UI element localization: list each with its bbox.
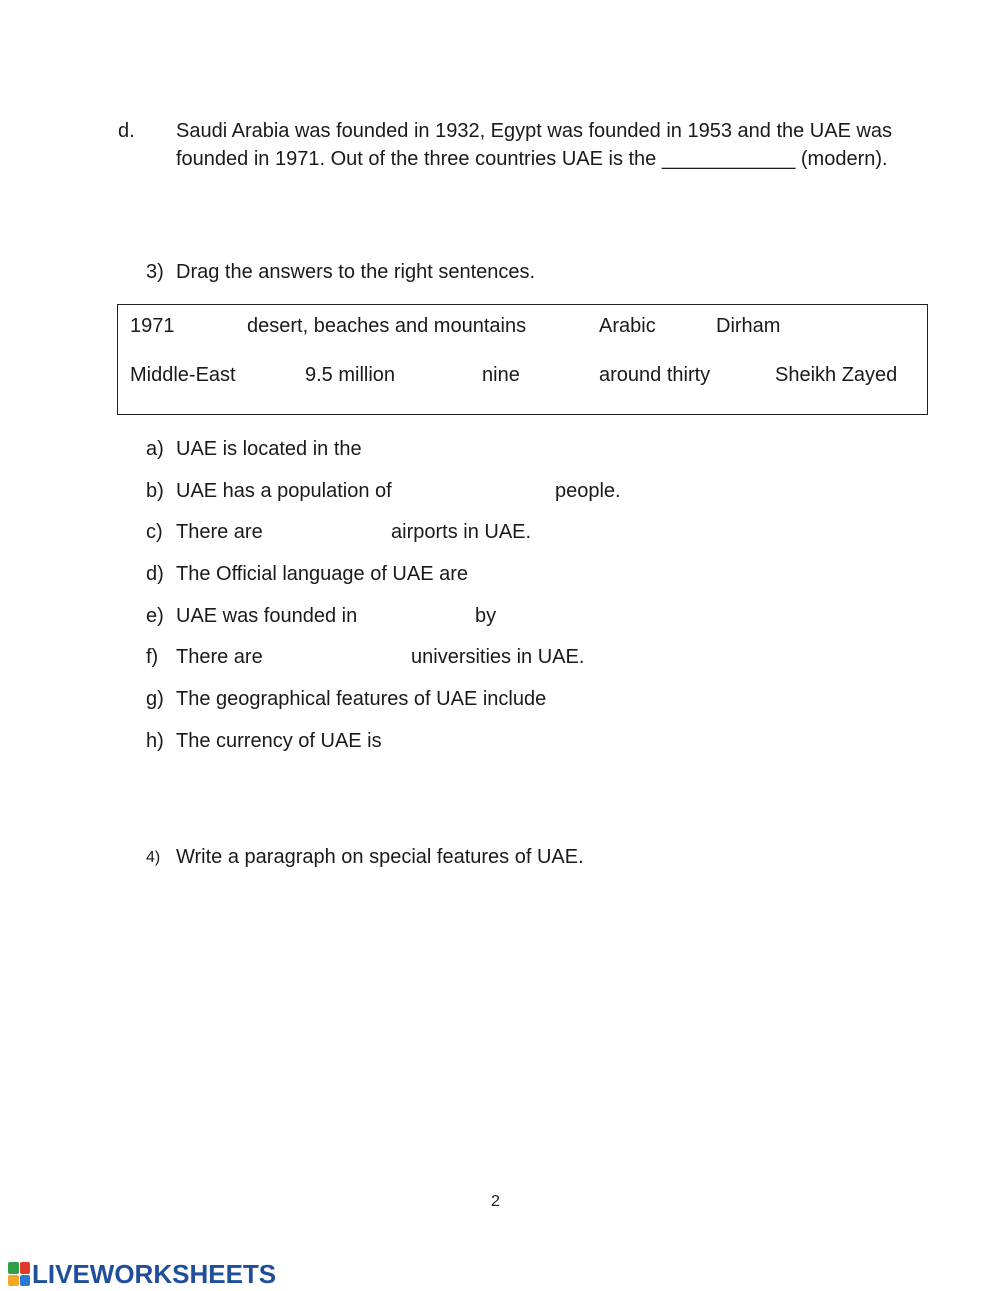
sentence-c-drop-zone[interactable]	[270, 518, 386, 546]
question-d-label: d.	[118, 120, 135, 142]
sentence-e-text-1: UAE was founded in	[176, 605, 358, 627]
sentence-e-label: e)	[146, 605, 164, 627]
sentence-e-drop-zone-2[interactable]	[502, 602, 682, 630]
sentence-g-drop-zone[interactable]	[562, 685, 862, 713]
sentence-a-text: UAE is located in the	[176, 438, 362, 460]
word-1971[interactable]: 1971	[130, 315, 175, 337]
sentence-d-label: d)	[146, 563, 164, 585]
sentence-h-text: The currency of UAE is	[176, 730, 382, 752]
sentence-b-text-2: people.	[555, 480, 621, 502]
question-d-text: Saudi Arabia was founded in 1932, Egypt was founded in 1953 and the UAE was founded in 1971. Out of the three countries UAE is the ____________ (modern).	[176, 120, 893, 170]
sentence-f-drop-zone[interactable]	[270, 643, 406, 671]
question-4-text: Write a paragraph on special features of UAE.	[176, 846, 584, 868]
sentence-h-drop-zone[interactable]	[388, 727, 568, 755]
sentence-h-label: h)	[146, 730, 164, 752]
sentence-g-label: g)	[146, 688, 164, 710]
page-number: 2	[491, 1193, 500, 1210]
question-3-number: 3)	[146, 261, 164, 283]
word-sheikh-zayed[interactable]: Sheikh Zayed	[775, 364, 898, 386]
word-bank	[117, 304, 928, 415]
sentence-a-label: a)	[146, 438, 164, 460]
sentence-d-drop-zone[interactable]	[478, 560, 678, 588]
liveworksheets-logo-icon	[8, 1262, 30, 1286]
sentence-d-text: The Official language of UAE are	[176, 563, 469, 585]
sentence-e-text-2: by	[475, 605, 497, 627]
sentence-g-text: The geographical features of UAE include	[176, 688, 547, 710]
word-nine[interactable]: nine	[482, 364, 520, 386]
liveworksheets-logo	[8, 1259, 276, 1289]
word-around-thirty[interactable]: around thirty	[599, 364, 711, 386]
sentence-f-text-1: There are	[176, 646, 263, 668]
sentence-a-drop-zone[interactable]	[372, 435, 592, 463]
word-dirham[interactable]: Dirham	[716, 315, 781, 337]
sentence-b-label: b)	[146, 480, 164, 502]
word-9-5-million[interactable]: 9.5 million	[305, 364, 396, 386]
word-desert-beaches-mountains[interactable]: desert, beaches and mountains	[247, 315, 527, 337]
sentence-f-text-2: universities in UAE.	[411, 646, 585, 668]
word-middle-east[interactable]: Middle-East	[130, 364, 236, 386]
liveworksheets-logo-text: LIVEWORKSHEETS	[32, 1258, 277, 1289]
sentence-e-drop-zone-1[interactable]	[366, 602, 470, 630]
sentence-b-drop-zone[interactable]	[402, 477, 550, 505]
question-4-number: 4)	[146, 849, 161, 866]
sentence-c-text-2: airports in UAE.	[391, 521, 532, 543]
question-3-instruction: Drag the answers to the right sentences.	[176, 261, 536, 283]
sentence-c-text-1: There are	[176, 521, 263, 543]
sentence-b-text-1: UAE has a population of	[176, 480, 392, 502]
word-arabic[interactable]: Arabic	[599, 315, 656, 337]
sentence-c-label: c)	[146, 521, 163, 543]
sentence-f-label: f)	[146, 646, 159, 668]
